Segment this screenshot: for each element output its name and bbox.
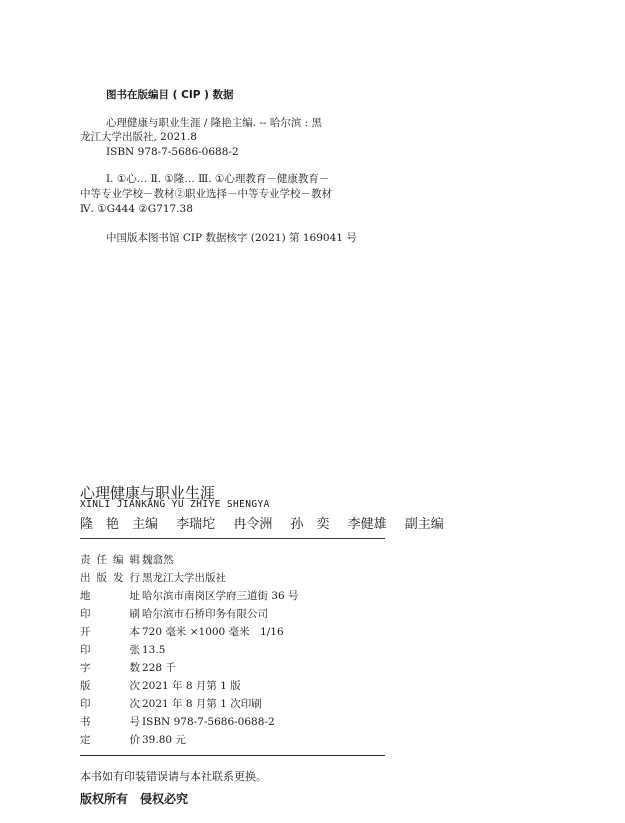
cip-line: 心理健康与职业生涯 / 隆艳主编. -- 哈尔滨 : 黑 [106,117,323,129]
info-value: 魏翕然 [142,554,174,566]
info-label: 开本 [80,626,140,638]
info-value: 哈尔滨市石桥印务有限公司 [142,608,268,620]
book-pinyin: XINLI JIANKANG YU ZHIYE SHENGYA [80,499,270,510]
info-label: 印张 [80,644,140,656]
info-value: 13.5 [142,644,166,656]
rights-statement: 版权所有 侵权必究 [80,792,189,806]
info-value: 哈尔滨市南岗区学府三道街 36 号 [142,590,299,602]
info-label: 版次 [80,680,140,692]
info-value: 228 千 [142,662,176,674]
cip-line: Ⅳ. ①G444 ②G717.38 [80,203,193,215]
info-row [80,659,176,677]
author-role: 副主编 [404,517,444,532]
info-row [80,569,226,587]
author-editor: 隆 艳 主编 [80,517,159,532]
info-value: 黑龙江大学出版社 [142,572,226,584]
info-label: 定价 [80,734,140,746]
author-name: 李健雄 [347,517,387,532]
info-value: ISBN 978-7-5686-0688-2 [142,716,275,728]
info-row [80,713,275,731]
author-name: 冉令洲 [233,517,273,532]
info-row [80,587,299,605]
cip-line: 中等专业学校－教材②职业选择－中等专业学校－教材 [80,188,332,200]
info-label: 印次 [80,698,140,710]
info-value: 2021 年 8 月第 1 版 [142,680,241,692]
divider-top [80,538,385,539]
cip-heading: 图书在版编目 ( CIP ) 数据 [106,89,234,101]
info-row [80,695,262,713]
cip-line: 龙江大学出版社, 2021.8 [80,131,197,143]
book-title: 心理健康与职业生涯 [80,484,216,502]
info-value: 720 毫米 ×1000 毫米 1/16 [142,626,284,638]
info-label: 字数 [80,662,140,674]
author-name: 孙 奕 [290,517,330,532]
cip-line: Ⅰ. ①心… Ⅱ. ①隆… Ⅲ. ①心理教育－健康教育－ [106,173,330,185]
info-row [80,731,186,749]
info-row [80,623,284,641]
info-label: 印刷 [80,608,140,620]
info-row [80,605,268,623]
info-row [80,641,165,659]
info-value: 2021 年 8 月第 1 次印刷 [142,698,262,710]
info-label: 责任编辑 [80,554,140,566]
info-label: 书号 [80,716,140,728]
info-row [80,551,174,569]
book-authors [80,513,458,532]
info-label: 地址 [80,590,140,602]
info-label: 出版发行 [80,572,140,584]
cip-isbn: ISBN 978-7-5686-0688-2 [106,146,239,158]
author-name: 李瑞坨 [176,517,216,532]
info-value: 39.80 元 [142,734,186,746]
cip-number: 中国版本图书馆 CIP 数据核字 (2021) 第 169041 号 [106,232,357,244]
info-row [80,677,241,695]
replacement-notice: 本书如有印装错误请与本社联系更换。 [80,770,267,783]
divider-bottom [80,755,385,756]
